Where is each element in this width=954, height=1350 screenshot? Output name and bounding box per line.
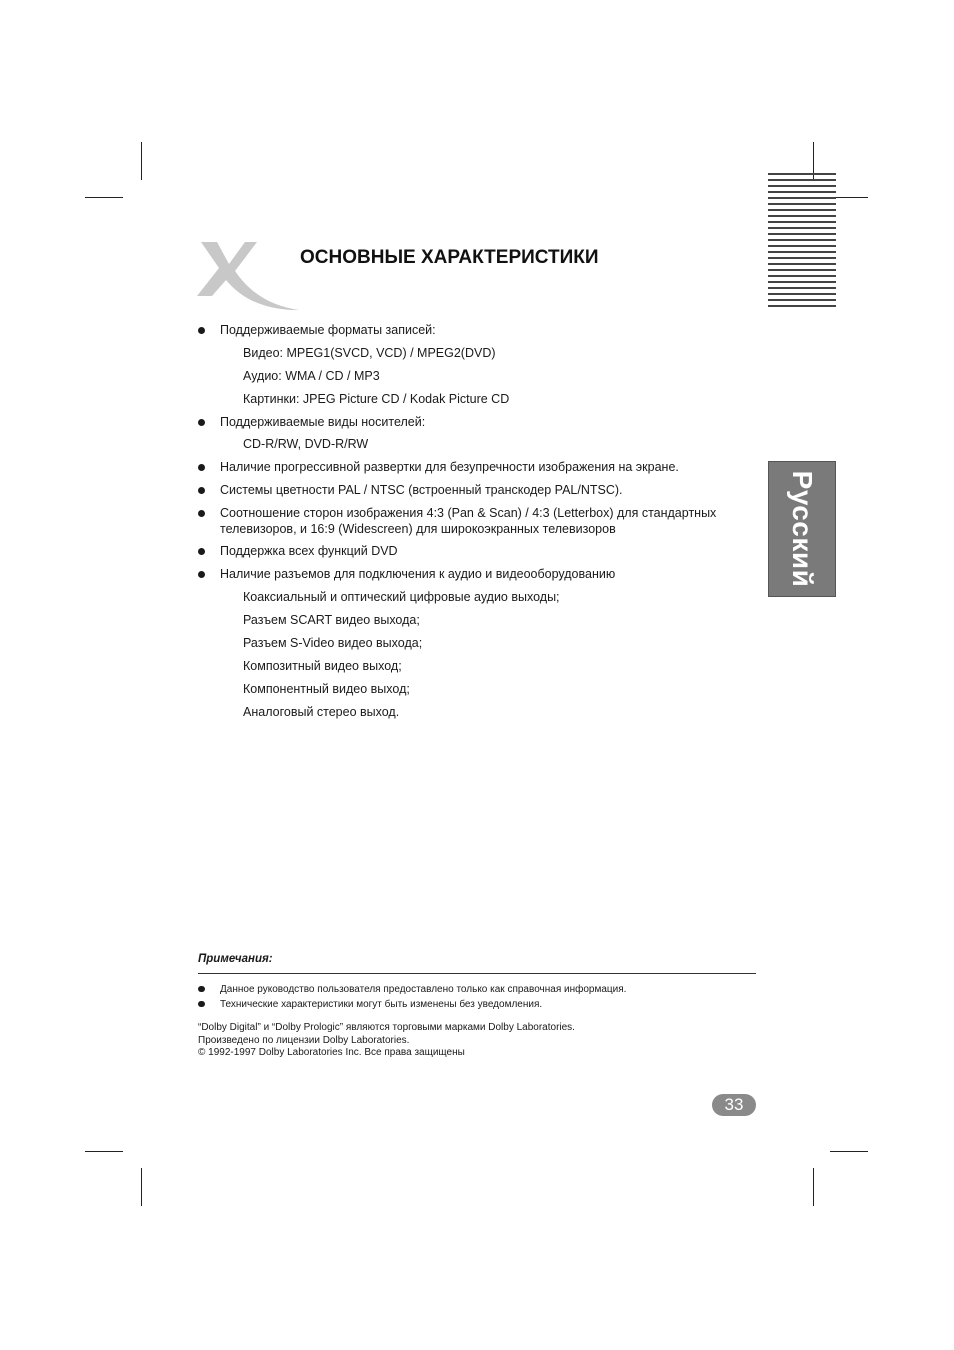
decorative-stripes bbox=[768, 173, 836, 313]
crop-mark bbox=[85, 197, 123, 198]
legal-line: “Dolby Digital” и “Dolby Prologic” являются торговыми марками Dolby Laboratories. bbox=[198, 1022, 575, 1033]
notes-heading: Примечания: bbox=[198, 953, 273, 965]
list-subitem: Композитный видео выход; bbox=[243, 659, 402, 673]
legal-line: Произведено по лицензии Dolby Laboratories. bbox=[198, 1034, 410, 1046]
list-subitem: Аудио: WMA / CD / MP3 bbox=[243, 369, 380, 383]
list-subitem: Аналоговый стерео выход. bbox=[243, 705, 400, 719]
note-item: Технические характеристики могут быть изменены без уведомления. bbox=[198, 997, 758, 1012]
note-item: Данное руководство пользователя предоставлено только как справочная информация. bbox=[198, 982, 758, 997]
feature-list bbox=[198, 322, 758, 721]
list-item: Соотношение сторон изображения 4:3 (Pan & Scan) / 4:3 (Letterbox) для стандартных телевизоров, и 16:9 (Widescreen) для широкоэкранных телевизоров bbox=[198, 505, 758, 537]
list-item: Поддержка всех функций DVD bbox=[198, 543, 758, 560]
notes-divider bbox=[198, 973, 756, 974]
list-subitem: Разъем S-Video видео выхода; bbox=[243, 636, 423, 650]
crop-mark bbox=[141, 142, 142, 180]
list-item: Поддерживаемые виды носителей: bbox=[198, 414, 758, 431]
language-tab-label: Русский bbox=[787, 470, 818, 588]
list-item: Системы цветности PAL / NTSC (встроенный транскодер PAL/NTSC). bbox=[198, 482, 758, 499]
crop-mark bbox=[141, 1168, 142, 1206]
list-subitem: Картинки: JPEG Picture CD / Kodak Picture CD bbox=[243, 392, 510, 406]
crop-mark bbox=[830, 1151, 868, 1152]
crop-mark bbox=[85, 1151, 123, 1152]
notes-list bbox=[198, 982, 758, 1012]
page-title: ОСНОВНЫЕ ХАРАКТЕРИСТИКИ bbox=[300, 247, 599, 268]
list-subitem: Видео: MPEG1(SVCD, VCD) / MPEG2(DVD) bbox=[243, 346, 496, 360]
legal-notice bbox=[198, 1022, 758, 1060]
list-subitem: Коаксиальный и оптический цифровые аудио выходы; bbox=[243, 590, 560, 604]
list-item: Поддерживаемые форматы записей: bbox=[198, 322, 758, 339]
list-subitem: CD-R/RW, DVD-R/RW bbox=[243, 437, 369, 451]
language-tab bbox=[768, 461, 836, 597]
list-subitem: Компонентный видео выход; bbox=[243, 682, 410, 696]
list-item: Наличие разъемов для подключения к аудио и видеооборудованию bbox=[198, 566, 758, 583]
x-brand-logo-icon bbox=[195, 238, 301, 312]
list-item: Наличие прогрессивной развертки для безупречности изображения на экране. bbox=[198, 459, 758, 476]
crop-mark bbox=[813, 1168, 814, 1206]
legal-line: © 1992-1997 Dolby Laboratories Inc. Все права защищены bbox=[198, 1047, 465, 1058]
page-number-badge: 33 bbox=[712, 1094, 756, 1116]
list-subitem: Разъем SCART видео выхода; bbox=[243, 613, 420, 627]
